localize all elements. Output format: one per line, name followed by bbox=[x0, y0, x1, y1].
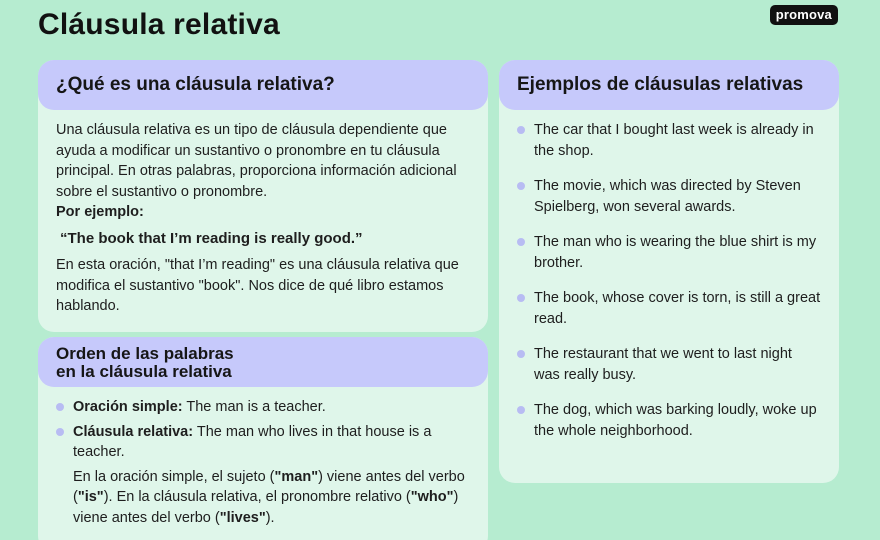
note-keyword: "is" bbox=[77, 489, 104, 505]
note-text: ) viene antes del verbo ( bbox=[73, 468, 465, 505]
item-label: Cláusula relativa: bbox=[73, 423, 194, 440]
example-text: The restaurant that we went to last night was really busy. bbox=[534, 346, 792, 383]
word-order-header bbox=[38, 337, 488, 387]
bullet-dot-icon bbox=[517, 406, 525, 414]
list-item bbox=[517, 176, 821, 217]
word-order-list bbox=[56, 397, 470, 463]
note-keyword: "who" bbox=[410, 489, 454, 505]
examples-list bbox=[517, 120, 821, 441]
list-item bbox=[56, 422, 470, 463]
note-text: ) viene antes del verbo ( bbox=[73, 489, 459, 526]
list-item bbox=[517, 288, 821, 329]
list-item bbox=[56, 397, 470, 418]
word-order-header-line2: en la cláusula relativa bbox=[56, 362, 232, 381]
list-item bbox=[517, 344, 821, 385]
note-keyword: "man" bbox=[274, 468, 319, 485]
bullet-dot-icon bbox=[517, 238, 525, 246]
examples-body bbox=[499, 110, 839, 441]
list-item bbox=[517, 120, 821, 161]
word-order-header-line1: Orden de las palabras bbox=[56, 344, 234, 363]
word-order-body bbox=[38, 387, 488, 528]
page-title: Cláusula relativa bbox=[38, 8, 280, 41]
examples-header: Ejemplos de cláusulas relativas bbox=[499, 60, 839, 110]
bullet-dot-icon bbox=[517, 350, 525, 358]
what-is-card bbox=[38, 60, 488, 332]
note-text: En la oración simple, el sujeto ( bbox=[73, 468, 275, 485]
note-keyword: "lives" bbox=[219, 509, 266, 526]
note-text: ). En la cláusula relativa, el pronombre relativo ( bbox=[103, 489, 411, 505]
example-text: The man who is wearing the blue shirt is my brother. bbox=[534, 234, 817, 271]
item-text: The man who lives in that house is a teacher. bbox=[73, 423, 432, 460]
example-text: The dog, which was barking loudly, woke up the whole neighborhood. bbox=[534, 402, 817, 439]
word-order-note bbox=[56, 467, 470, 529]
bullet-dot-icon bbox=[517, 182, 525, 190]
explanation-text: En esta oración, "that I’m reading" es una cláusula relativa que modifica el sustantivo "book". Nos dice de qué libro estamos hablando. bbox=[56, 257, 459, 314]
definition-text: Una cláusula relativa es un tipo de cláusula dependiente que ayuda a modificar un sustantivo o pronombre en tu cláusula principal. En otras palabras, proporciona información adicional sobre el sustantivo o pronombre. bbox=[56, 122, 457, 200]
what-is-body bbox=[38, 110, 488, 317]
bullet-dot-icon bbox=[56, 428, 64, 436]
example-text: The book, whose cover is torn, is still a great read. bbox=[534, 290, 821, 327]
example-text: The movie, which was directed by Steven Spielberg, won several awards. bbox=[534, 178, 801, 215]
what-is-header: ¿Qué es una cláusula relativa? bbox=[38, 60, 488, 110]
list-item bbox=[517, 400, 821, 441]
item-label: Oración simple: bbox=[73, 399, 183, 415]
note-text: ). bbox=[265, 509, 275, 526]
example-text: The car that I bought last week is already in the shop. bbox=[534, 122, 814, 159]
examples-card bbox=[499, 60, 839, 483]
bullet-dot-icon bbox=[517, 294, 525, 302]
promova-logo: promova bbox=[770, 5, 838, 25]
bullet-dot-icon bbox=[517, 126, 525, 134]
item-text: The man is a teacher. bbox=[182, 399, 326, 415]
list-item bbox=[517, 232, 821, 273]
word-order-card bbox=[38, 337, 488, 540]
example-label: Por ejemplo: bbox=[56, 204, 144, 220]
bullet-dot-icon bbox=[56, 403, 64, 411]
example-quote: “The book that I’m reading is really good.” bbox=[60, 229, 363, 247]
